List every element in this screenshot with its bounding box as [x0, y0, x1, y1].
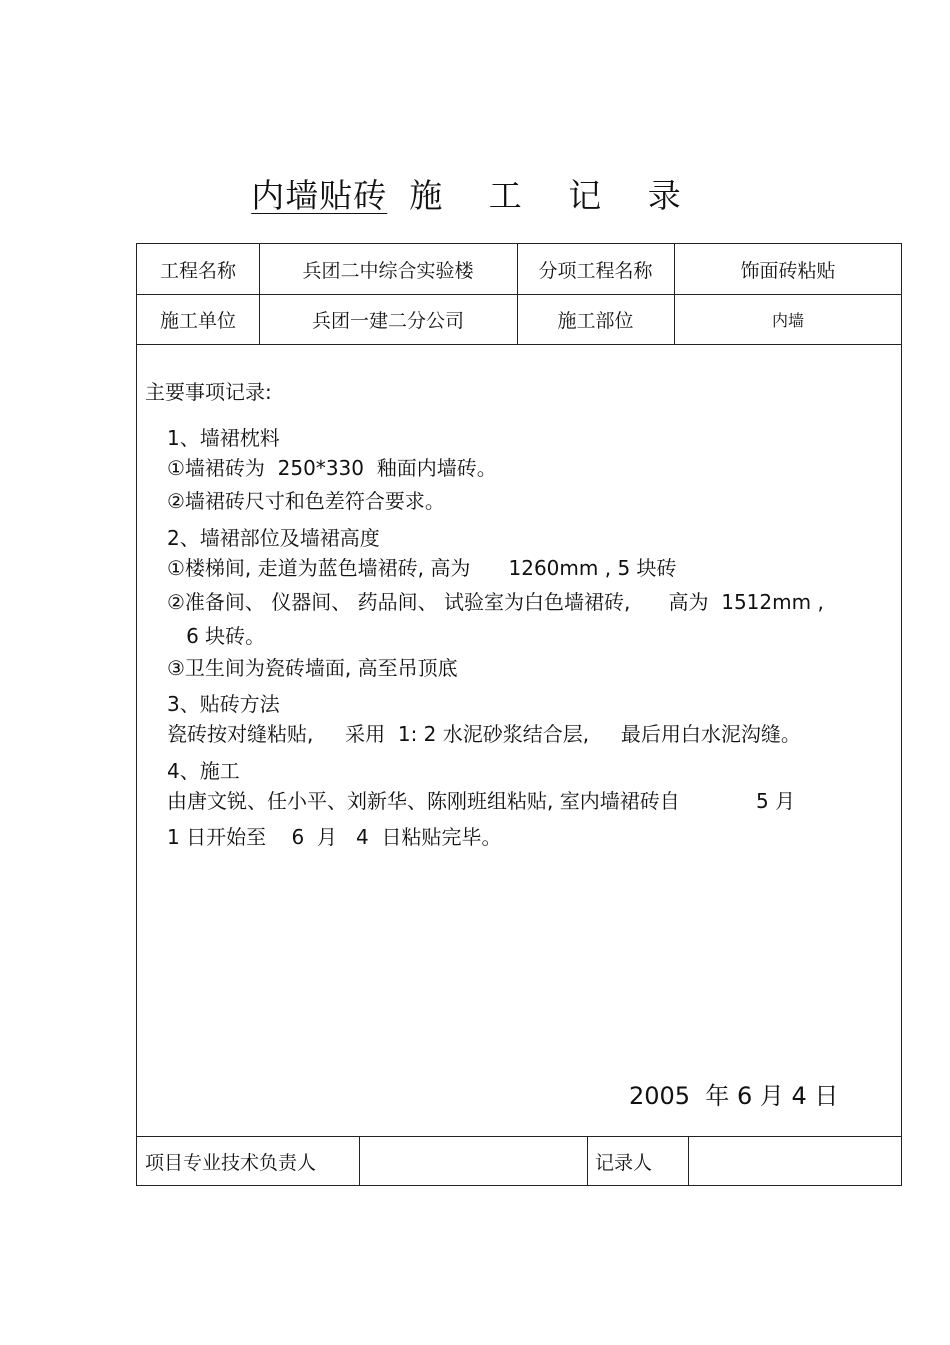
record-line: 1、墙裙枕料 [167, 426, 280, 450]
location-value: 内墙 [771, 310, 804, 330]
contractor-value: 兵团一建二分公司 [311, 309, 464, 332]
record-line: ②准备间、 仪器间、 药品间、 试验室为白色墙裙砖, 高为 1512mm , [167, 590, 824, 614]
title-sub: 施 工 记 录 [409, 176, 699, 215]
row-divider [137, 344, 901, 345]
record-line: 1 日开始至 6 月 4 日粘贴完毕。 [167, 825, 502, 849]
record-line: 6 块砖。 [167, 624, 266, 648]
project-name-value: 兵团二中综合实验楼 [302, 259, 474, 282]
record-line: 瓷砖按对缝粘贴, 采用 1: 2 水泥砂浆结合层, 最后用白水泥沟缝。 [167, 722, 801, 746]
recorder-label: 记录人 [595, 1151, 653, 1174]
record-line: 4、施工 [167, 759, 240, 783]
record-line: ①墙裙砖为 250*330 釉面内墙砖。 [167, 456, 497, 480]
document-title [0, 170, 950, 217]
record-line: ①楼梯间, 走道为蓝色墙裙砖, 高为 1260mm , 5 块砖 [167, 556, 677, 580]
record-date: 2005 年 6 月 4 日 [629, 1082, 839, 1110]
title-main: 内墙贴砖 [251, 176, 388, 215]
records-heading: 主要事项记录: [145, 380, 272, 404]
record-line: 3、贴砖方法 [167, 692, 280, 716]
record-line: 2、墙裙部位及墙裙高度 [167, 526, 380, 550]
record-line: ②墙裙砖尺寸和色差符合要求。 [167, 489, 445, 513]
contractor-label: 施工单位 [159, 309, 236, 332]
sub-project-value: 饰面砖粘贴 [740, 259, 836, 282]
record-table [136, 243, 902, 1186]
record-line: 由唐文锐、任小平、刘新华、陈刚班组粘贴, 室内墙裙砖自 5 月 [167, 789, 796, 813]
tech-lead-field[interactable] [359, 1136, 587, 1186]
recorder-field[interactable] [688, 1136, 902, 1186]
sub-project-label: 分项工程名称 [538, 259, 653, 282]
record-line: ③卫生间为瓷砖墙面, 高至吊顶底 [167, 656, 458, 680]
project-name-label: 工程名称 [159, 259, 236, 282]
location-label: 施工部位 [557, 309, 634, 332]
tech-lead-label: 项目专业技术负责人 [145, 1151, 317, 1174]
